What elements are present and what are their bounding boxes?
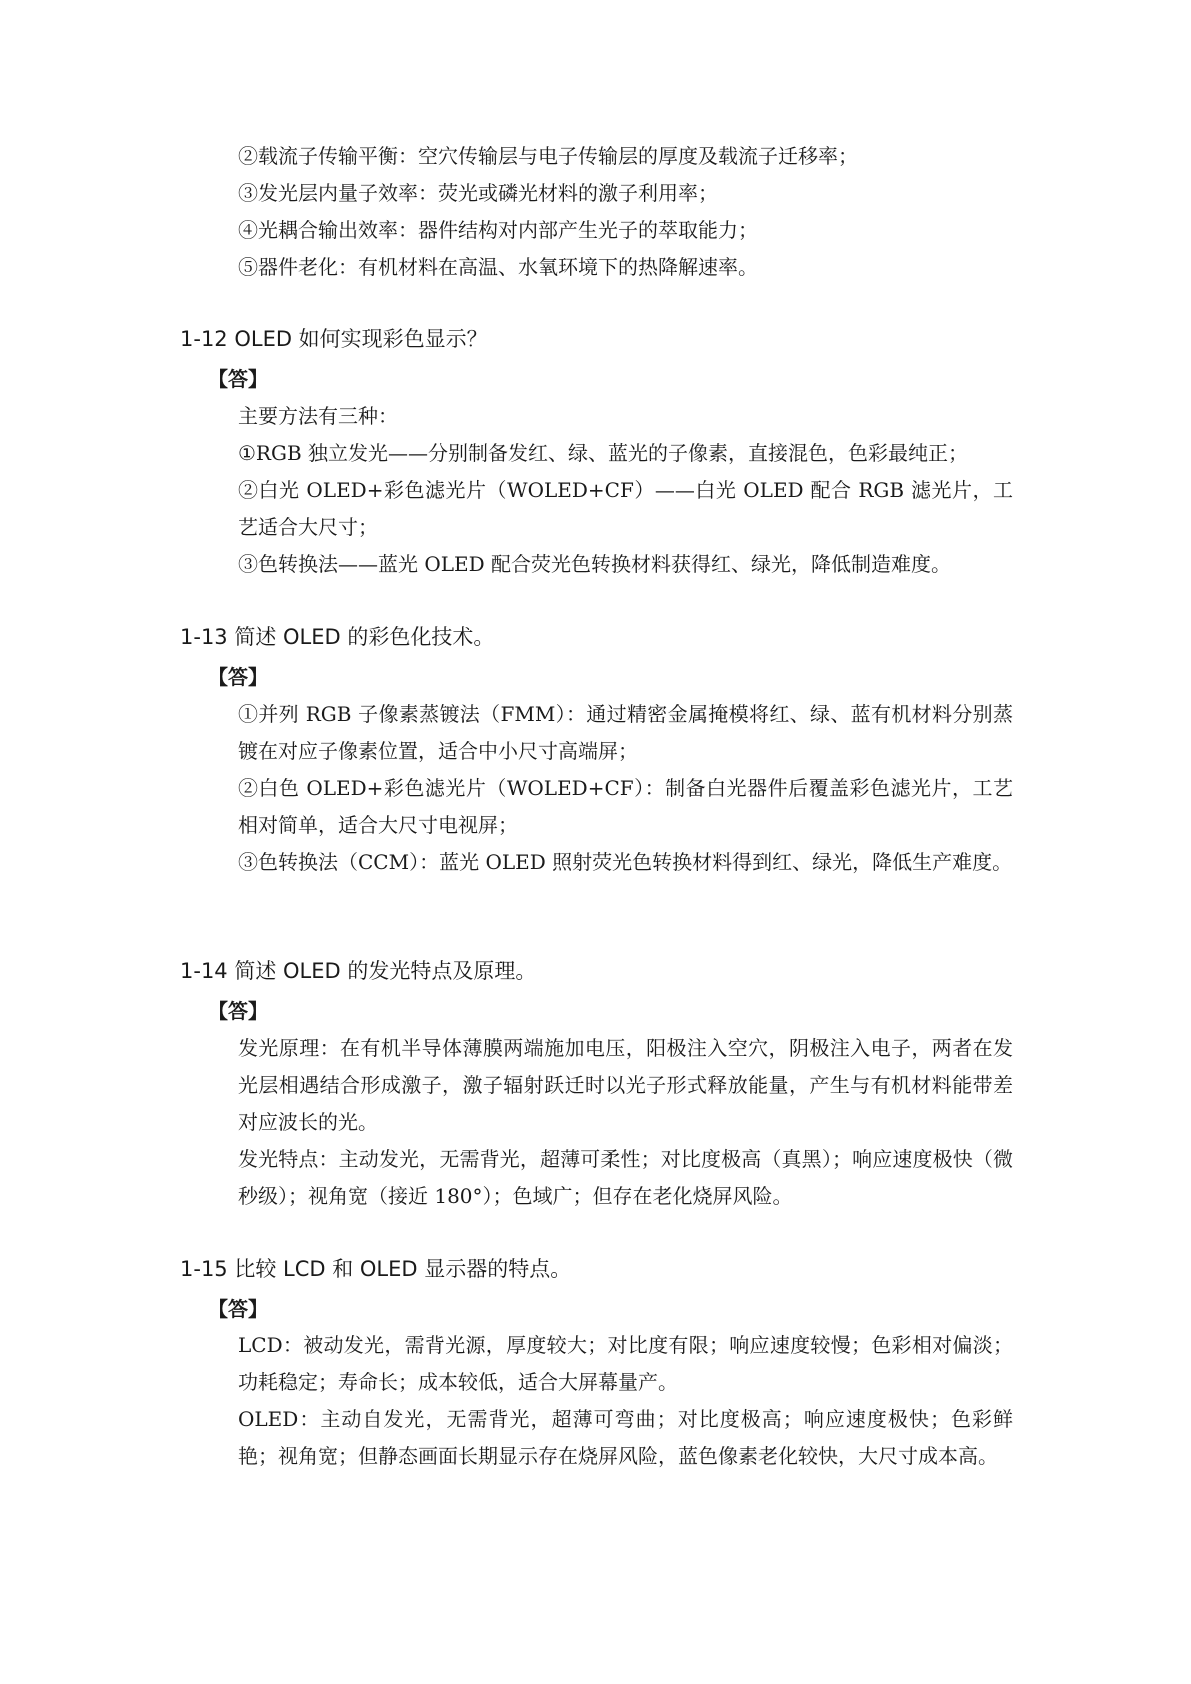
answer-tag-1-15: 【答】 (208, 1297, 268, 1321)
answer-tag-1-14: 【答】 (208, 999, 268, 1023)
answer-item-2: ②白光 OLED+彩色滤光片（WOLED+CF）——白光 OLED 配合 RGB 滤光片，工艺适合大尺寸； (238, 478, 1013, 539)
intro-item-3: ③发光层内量子效率：荧光或磷光材料的激子利用率； (238, 181, 718, 205)
question-heading-1-15: 1-15 比较 LCD 和 OLED 显示器的特点。 (180, 1257, 572, 1281)
oled-paragraph: OLED：主动自发光，无需背光，超薄可弯曲；对比度极高；响应速度极快；色彩鲜艳；视角宽；但静态画面长期显示存在烧屏风险，蓝色像素老化较快，大尺寸成本高。 (238, 1407, 1013, 1468)
intro-item-4: ④光耦合输出效率：器件结构对内部产生光子的萃取能力； (238, 218, 758, 242)
intro-item-5: ⑤器件老化：有机材料在高温、水氧环境下的热降解速率。 (238, 255, 758, 279)
answer-body-1-13 (238, 696, 1013, 881)
question-heading-1-12: 1-12 OLED 如何实现彩色显示？ (180, 327, 488, 351)
answer-tag-1-13: 【答】 (208, 665, 268, 689)
principle-paragraph: 发光原理：在有机半导体薄膜两端施加电压，阳极注入空穴，阴极注入电子，两者在发光层相遇结合形成激子，激子辐射跃迁时以光子形式释放能量，产生与有机材料能带差对应波长的光。 (238, 1036, 1013, 1134)
answer-tag-1-12: 【答】 (208, 367, 268, 391)
answer-body-1-14 (238, 1030, 1013, 1215)
answer-item-3: ③色转换法——蓝光 OLED 配合荧光色转换材料获得红、绿光，降低制造难度。 (238, 552, 952, 576)
answer-item-2: ②白色 OLED+彩色滤光片（WOLED+CF）：制备白光器件后覆盖彩色滤光片，工艺相对简单，适合大尺寸电视屏； (238, 776, 1013, 837)
intro-item-2: ②载流子传输平衡：空穴传输层与电子传输层的厚度及载流子迁移率； (238, 144, 858, 168)
answer-body-1-12 (238, 398, 1013, 583)
question-heading-1-14: 1-14 简述 OLED 的发光特点及原理。 (180, 959, 537, 983)
answer-item-1: ①并列 RGB 子像素蒸镀法（FMM）：通过精密金属掩模将红、绿、蓝有机材料分别蒸镀在对应子像素位置，适合中小尺寸高端屏； (238, 702, 1013, 763)
answer-item-1: ①RGB 独立发光——分别制备发红、绿、蓝光的子像素，直接混色，色彩最纯正； (238, 441, 969, 465)
answer-item-3: ③色转换法（CCM）：蓝光 OLED 照射荧光色转换材料得到红、绿光，降低生产难度。 (238, 850, 1013, 874)
question-heading-1-13: 1-13 简述 OLED 的彩色化技术。 (180, 625, 495, 649)
answer-lead: 主要方法有三种： (238, 404, 398, 428)
lcd-paragraph: LCD：被动发光，需背光源，厚度较大；对比度有限；响应速度较慢；色彩相对偏淡；功耗稳定；寿命长；成本较低，适合大屏幕量产。 (238, 1333, 1013, 1394)
answer-body-1-15 (238, 1327, 1013, 1475)
features-paragraph: 发光特点：主动发光，无需背光，超薄可柔性；对比度极高（真黑）；响应速度极快（微秒级）；视角宽（接近 180°）；色域广；但存在老化烧屏风险。 (238, 1147, 1013, 1208)
intro-list (238, 138, 1013, 286)
